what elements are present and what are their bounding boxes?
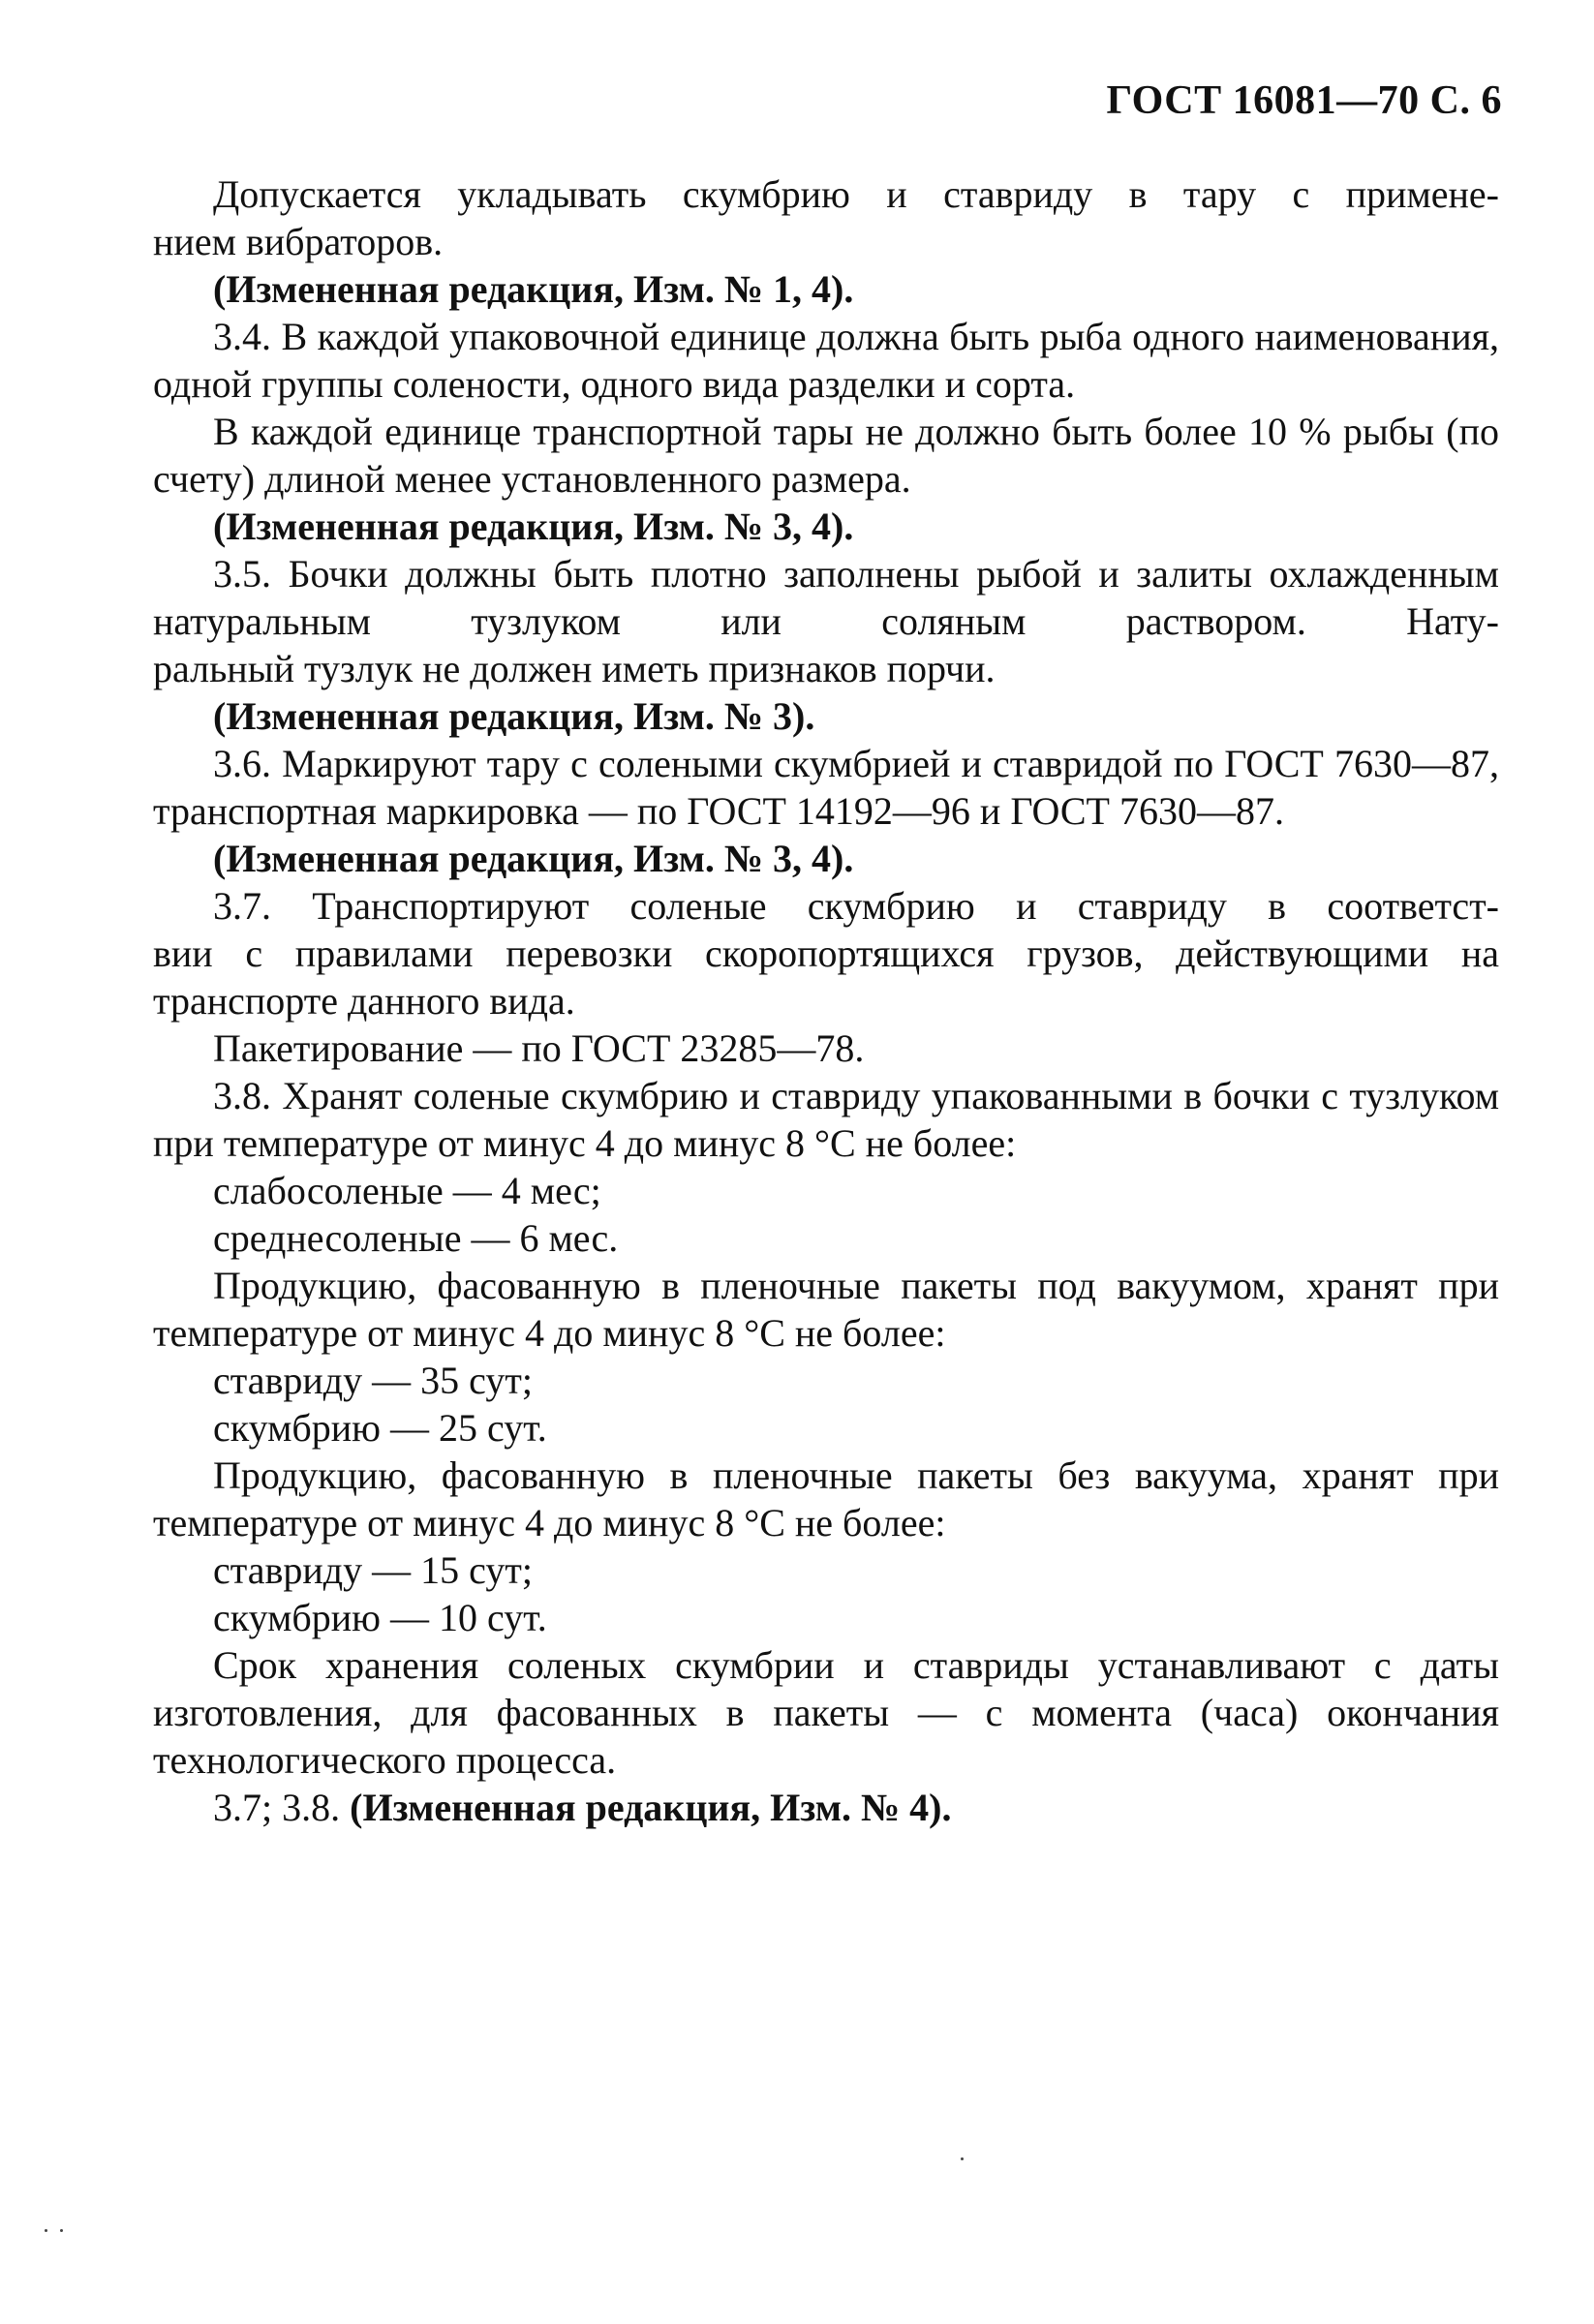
amendment-note: (Измененная редакция, Изм. № 1, 4). [213,267,854,311]
final-amendment-note [153,1784,1499,1831]
list-item: ставриду — 35 сут; [213,1359,533,1402]
amendment-note: (Измененная редакция, Изм. № 3). [213,694,815,738]
list-item: слабосоленые — 4 мес; [213,1169,601,1212]
paragraph: ральный тузлук не должен иметь признаков порчи. [153,647,996,690]
paragraph: В каждой единице транспортной тары не должно быть более 10 % рыбы (по счету) длиной менее установленного размера. [153,410,1499,501]
clause-3-7: 3.7. Транспортируют соленые скумбрию и ставриду в соответст- [213,884,1499,928]
final-note-bold: (Измененная редакция, Изм. № 4). [350,1786,952,1829]
scan-speck [45,2229,47,2232]
amendment-note: (Измененная редакция, Изм. № 3, 4). [213,837,854,880]
amendment-note: (Измененная редакция, Изм. № 3, 4). [213,505,854,548]
paragraph: Допускается укладывать скумбрию и ставриду в тару с примене- [213,172,1499,216]
paragraph: Продукцию, фасованную в пленочные пакеты под вакуумом, хранят при температуре от минус 4 до минус 8 °С не более: [153,1264,1499,1355]
list-item: скумбрию — 10 сут. [213,1596,547,1639]
clause-3-4: 3.4. В каждой упаковочной единице должна быть рыба одного наименования, одной группы солености, одного вида разделки и сорта. [153,315,1499,406]
list-item: среднесоленые — 6 мес. [213,1216,619,1260]
running-header: ГОСТ 16081—70 С. 6 [1106,78,1502,123]
paragraph: вии с правилами перевозки скоропортящихся грузов, действующими на транспорте данного вида. [153,932,1499,1023]
final-note-prefix: 3.7; 3.8. [213,1786,351,1829]
paragraph: Срок хранения соленых скумбрии и ставриды устанавливают с даты изготовления, для фасованных в пакеты — с момента (часа) окончания технологического процесса. [153,1643,1499,1782]
paragraph: Продукцию, фасованную в пленочные пакеты без вакуума, хранят при температуре от минус 4 до минус 8 °С не более: [153,1453,1499,1544]
list-item: скумбрию — 25 сут. [213,1406,547,1450]
list-item: ставриду — 15 сут; [213,1548,533,1592]
body-text [153,170,1499,1831]
scan-speck [60,2229,63,2232]
clause-3-8: 3.8. Хранят соленые скумбрию и ставриду упакованными в бочки с тузлуком при температуре от минус 4 до минус 8 °С не более: [153,1074,1499,1165]
clause-3-6: 3.6. Маркируют тару с солеными скумбрией и ставридой по ГОСТ 7630—87, транспортная маркировка — по ГОСТ 14192—96 и ГОСТ 7630—87. [153,742,1499,833]
scan-speck [961,2157,964,2160]
paragraph: нием вибраторов. [153,220,444,263]
paragraph: Пакетирование — по ГОСТ 23285—78. [213,1026,865,1070]
clause-3-5: 3.5. Бочки должны быть плотно заполнены рыбой и залиты охлажденным натуральным тузлуком или соляным раствором. Нату- [153,552,1499,643]
